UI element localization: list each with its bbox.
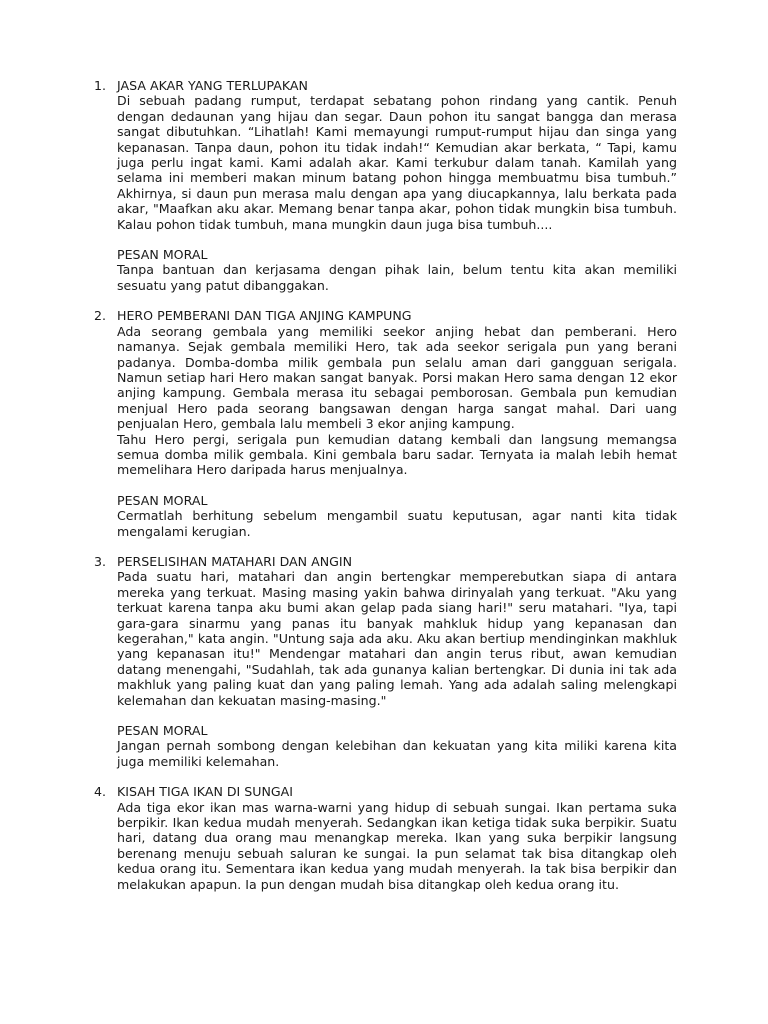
story-body [117, 784, 677, 892]
moral-heading: PESAN MORAL [117, 723, 208, 739]
story-number: 4. [94, 784, 107, 800]
story-item [0, 784, 768, 892]
moral-text: Cermatlah berhitung sebelum mengambil suatu keputusan, agar nanti kita tidak mengalami kerugian. [117, 508, 677, 539]
story-title: PERSELISIHAN MATAHARI DAN ANGIN [117, 553, 353, 569]
moral-section [117, 723, 677, 769]
story-paragraph: Ada seorang gembala yang memiliki seekor anjing hebat dan pemberani. Hero namanya. Sejak gembala memiliki Hero, tak ada seekor serigala pun yang berani padanya. Domba-domba milik gembala pun selalu aman dari gangguan serigala. Namun setiap hari Hero makan sangat banyak. Porsi makan Hero sama dengan 12 ekor anjing kampung. Gembala merasa itu sebagai pemborosan. Gembala pun kemudian menjual Hero pada seorang bangsawan dengan harga sangat mahal. Dari uang penjualan Hero, gembala lalu membeli 3 ekor anjing kampung. [117, 323, 677, 432]
story-body [117, 78, 677, 293]
story-title: JASA AKAR YANG TERLUPAKAN [117, 78, 308, 93]
story-title: KISAH TIGA IKAN DI SUNGAI [117, 784, 293, 800]
story-number: 2. [94, 308, 107, 324]
story-item [0, 78, 768, 293]
story-paragraph: Pada suatu hari, matahari dan angin bertengkar memperebutkan siapa di antara mereka yang terkuat. Masing masing yakin bahwa dirinyalah yang terkuat. "Aku yang terkuat karena tanpa aku bumi akan gelap pada siang hari!" seru matahari. "Iya, tapi gara-gara sinarmu yang panas itu banyak mahkluk hidup yang kepanasan dan kegerahan," kata angin. "Untung saja ada aku. Aku akan bertiup mendinginkan makhluk yang kepanasan itu!" Mendengar matahari dan angin terus ribut, awan kemudian datang menengahi, "Sudahlah, tak ada gunanya kalian bertengkar. Di dunia ini tak ada makhluk yang paling kuat dan yang paling lemah. Yang ada adalah saling melengkapi kelemahan dan kekuatan masing-masing." [117, 569, 677, 708]
story-list [0, 78, 768, 907]
moral-text: Tanpa bantuan dan kerjasama dengan pihak lain, belum tentu kita akan memiliki sesuatu yang patut dibanggakan. [117, 262, 677, 293]
story-title: HERO PEMBERANI DAN TIGA ANJING KAMPUNG [117, 308, 412, 324]
story-paragraph: Di sebuah padang rumput, terdapat sebatang pohon rindang yang cantik. Penuh dengan dedaunan yang hijau dan segar. Daun pohon itu sangat bangga dan merasa sangat dibutuhkan. “Lihatlah! Kami memayungi rumput-rumput hijau dan singa yang kepanasan. Tanpa daun, pohon itu tidak indah!“ Kemudian akar berkata, “ Tapi, kamu juga perlu ingat kami. Kami adalah akar. Kami terkubur dalam tanah. Kamilah yang selama ini memberi makan minum batang pohon hingga membuatmu bisa tumbuh.” Akhirnya, si daun pun merasa malu dengan apa yang diucapkannya, lalu berkata pada akar, "Maafkan aku akar. Memang benar tanpa akar, pohon tidak mungkin bisa tumbuh. Kalau pohon tidak tumbuh, mana mungkin daun juga bisa tumbuh.... [117, 93, 677, 232]
moral-heading: PESAN MORAL [117, 247, 208, 263]
moral-text: Jangan pernah sombong dengan kelebihan dan kekuatan yang kita miliki karena kita juga memiliki kelemahan. [117, 738, 677, 769]
story-body [117, 554, 677, 769]
story-item [0, 554, 768, 769]
story-paragraph: Ada tiga ekor ikan mas warna-warni yang hidup di sebuah sungai. Ikan pertama suka berpikir. Ikan kedua mudah menyerah. Sedangkan ikan ketiga tidak suka berpikir. Suatu hari, datang dua orang mau menangkap mereka. Ikan yang suka berpikir langsung berenang menuju sebuah saluran ke sungai. Ia pun selamat tak bisa ditangkap oleh kedua orang itu. Sementara ikan kedua yang mudah menyerah. Ia tak bisa berpikir dan melakukan apapun. Ia pun dengan mudah bisa ditangkap oleh kedua orang itu. [117, 799, 677, 892]
story-body [117, 308, 677, 539]
moral-section [117, 247, 677, 293]
story-number: 3. [94, 553, 107, 569]
story-number: 1. [94, 78, 107, 93]
story-item [0, 308, 768, 539]
story-paragraph: Tahu Hero pergi, serigala pun kemudian datang kembali dan langsung memangsa semua domba milik gembala. Kini gembala baru sadar. Ternyata ia malah lebih hemat memelihara Hero daripada harus menjualnya. [117, 431, 677, 478]
moral-section [117, 493, 677, 539]
moral-heading: PESAN MORAL [117, 492, 208, 508]
